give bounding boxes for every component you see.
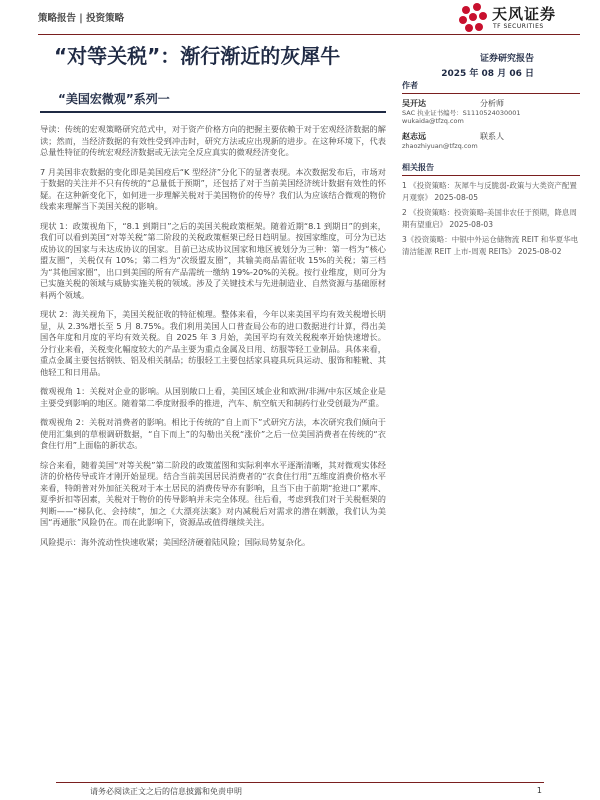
related-report-item[interactable]: 1 《投资策略：灰犀牛与反脆弱-政策与大类资产配置月观察》 2025-08-05 [402, 181, 577, 202]
related-reports [402, 162, 580, 258]
report-body [40, 124, 386, 556]
breadcrumb: 策略报告 | 投资策略 [38, 13, 125, 24]
company-logo [458, 2, 580, 36]
footer-divider [56, 782, 544, 783]
paragraph-summary: 综合来看，随着美国“对等关税”第二阶段的政策蓝图和实际利率水平逐渐清晰，其对微观实体经济的价格传导或许才刚开始显现。结合当前美国居民消费者的“衣食住行用”五维度消费价格水平来看，特朗普对外加征关税对于本土居民的消费传导亦有影响，且当下由于前期“抢进口”累库、夏季折扣等因素，关税对于物价的传导影响并未完全体现。往后看，考虑到我们对于关税框架的判断——“梯队化、会持续”，加之《大漂亮法案》对内减税后对需求的潜在刺激，我们认为美国“再通胀”风险仍在。而在此影响下，资源品或值得继续关注。 [40, 459, 386, 527]
author-block [402, 131, 580, 150]
author-role: 分析师 [480, 99, 504, 108]
paragraph-status-1: 现状 1：政策视角下，“8.1 到期日”之后的美国关税政策框架。随着近期“8.1 到期日”的到来，我们可以看到美国“对等关税”第二阶段的关税政策框架已经日趋明显。按国家维度，可分为已达成协议的国家与未达成协议的国家。目前已达成协议国家和地区被划分为三种：第一档为“核心盟友圈”，关税仅有 10%；第二档为“次级盟友圈”，其输美商品需征收 15%的关税；第三档为“其他国家圈”，出口到美国的所有产品需统一缴纳 19%-20%的关税。按行业维度，则可分为已实施关税的领域与威胁实施关税的领域。涉及了关键技术与先进制造业、自然资源与基础原材料两个领域。 [40, 220, 386, 300]
author-role: 联系人 [480, 132, 504, 141]
footer-disclaimer: 请务必阅读正文之后的信息披露和免责申明 [90, 787, 242, 796]
author-name: 赵志远 [402, 132, 426, 141]
author-block [402, 98, 580, 125]
logo-text-en: TF SECURITIES [493, 23, 544, 30]
related-report-item[interactable]: 2 《投资策略：投资策略-美国非农任于预期，降息周期有望重启》 2025-08-03 [402, 208, 577, 229]
report-type: 证券研究报告 [479, 54, 534, 64]
series-divider [40, 111, 386, 113]
paragraph: 7 月美国非农数据的变化即是美国疫后“K 型经济”分化下的显著表现。本次数据发布后，市场对于数据的关注并不只有传统的“总量低于预期”，还包括了对于当前美国经济统计数据有效性的怀疑。在这种新变化下，如何进一步理解关税对于美国物价的传导？我们认为应该结合微观的物价线索来理解当下美国关税的影响。 [40, 166, 386, 211]
related-heading: 相关报告 [402, 162, 580, 176]
author-email[interactable]: wukaida@tfzq.com [402, 117, 464, 125]
page-title: “对等关税”：渐行渐近的灰犀牛 [54, 44, 341, 68]
paragraph-micro-2: 微观视角 2：关税对消费者的影响。相比于传统的“自上而下”式研究方法，本次研究我们倾向于使用汇集到的草根调研数据，“自下而上”的勾勒出关税“涨价”之后一位美国消费者在传统的“衣食住行用”上面临的新状态。 [40, 417, 386, 450]
page-number: 1 [536, 786, 542, 795]
author-cert: SAC 执业证书编号：S1110524030001 [402, 109, 521, 117]
logo-mark-icon [458, 2, 488, 34]
related-report-item[interactable]: 3《投资策略：中银中外运仓储物流 REIT 和华夏华电清洁能源 REIT 上市-周观 REITs》 2025-08-02 [402, 235, 579, 256]
authors-heading: 作者 [402, 80, 580, 94]
risk-warning: 风险提示：海外流动性快速收紧；美国经济硬着陆风险；国际局势复杂化。 [40, 536, 311, 547]
author-name: 吴开达 [402, 99, 426, 108]
sidebar [402, 80, 580, 261]
author-email[interactable]: zhaozhiyuan@tfzq.com [402, 142, 478, 150]
paragraph-micro-1: 微观视角 1：关税对企业的影响。从国别敞口上看，美国区域企业和欧洲/非洲/中东区域企业是主要受到影响的地区。随着第二季度财报季的推进，汽车、航空航天和制药行业受创最为严重。 [40, 386, 386, 408]
series-title: “美国宏微观”系列一 [58, 92, 170, 106]
report-date: 2025 年 08 月 06 日 [441, 69, 534, 79]
intro-paragraph: 导读：传统的宏观策略研究范式中，对于资产价格方向的把握主要依赖于对于宏观经济数据的解读；然而，当经济数据的有效性受到冲击时，研究方法或应出现新的进步。在这种环境下，代表总量性特征的传统宏观经济数据或无法完全反应真实的微观经济变化。 [40, 124, 386, 157]
logo-text-cn: 天风证券 [492, 5, 557, 23]
header-divider [38, 34, 580, 35]
paragraph-status-2: 现状 2：海关视角下，美国关税征收的特征梳理。整体来看，今年以来美国平均有效关税增长明显，从 2.3%增长至 5 月 8.75%。我们利用美国人口普查局公布的进口数据进行计算，得出美国各年度和月度的平均有效关税。自 2025 年 3 月始，美国平均有效关税税率开始快速增长。分行业来看，关税变化幅度较大的产品主要为重点金属及日用、纺服等轻工业制品。具体来看，重点金属主要包括钢铁、铝及相关制品；纺服轻工主要包括家具寝具玩具运动、服饰和鞋靴、其他轻工和日用品。 [40, 309, 386, 377]
